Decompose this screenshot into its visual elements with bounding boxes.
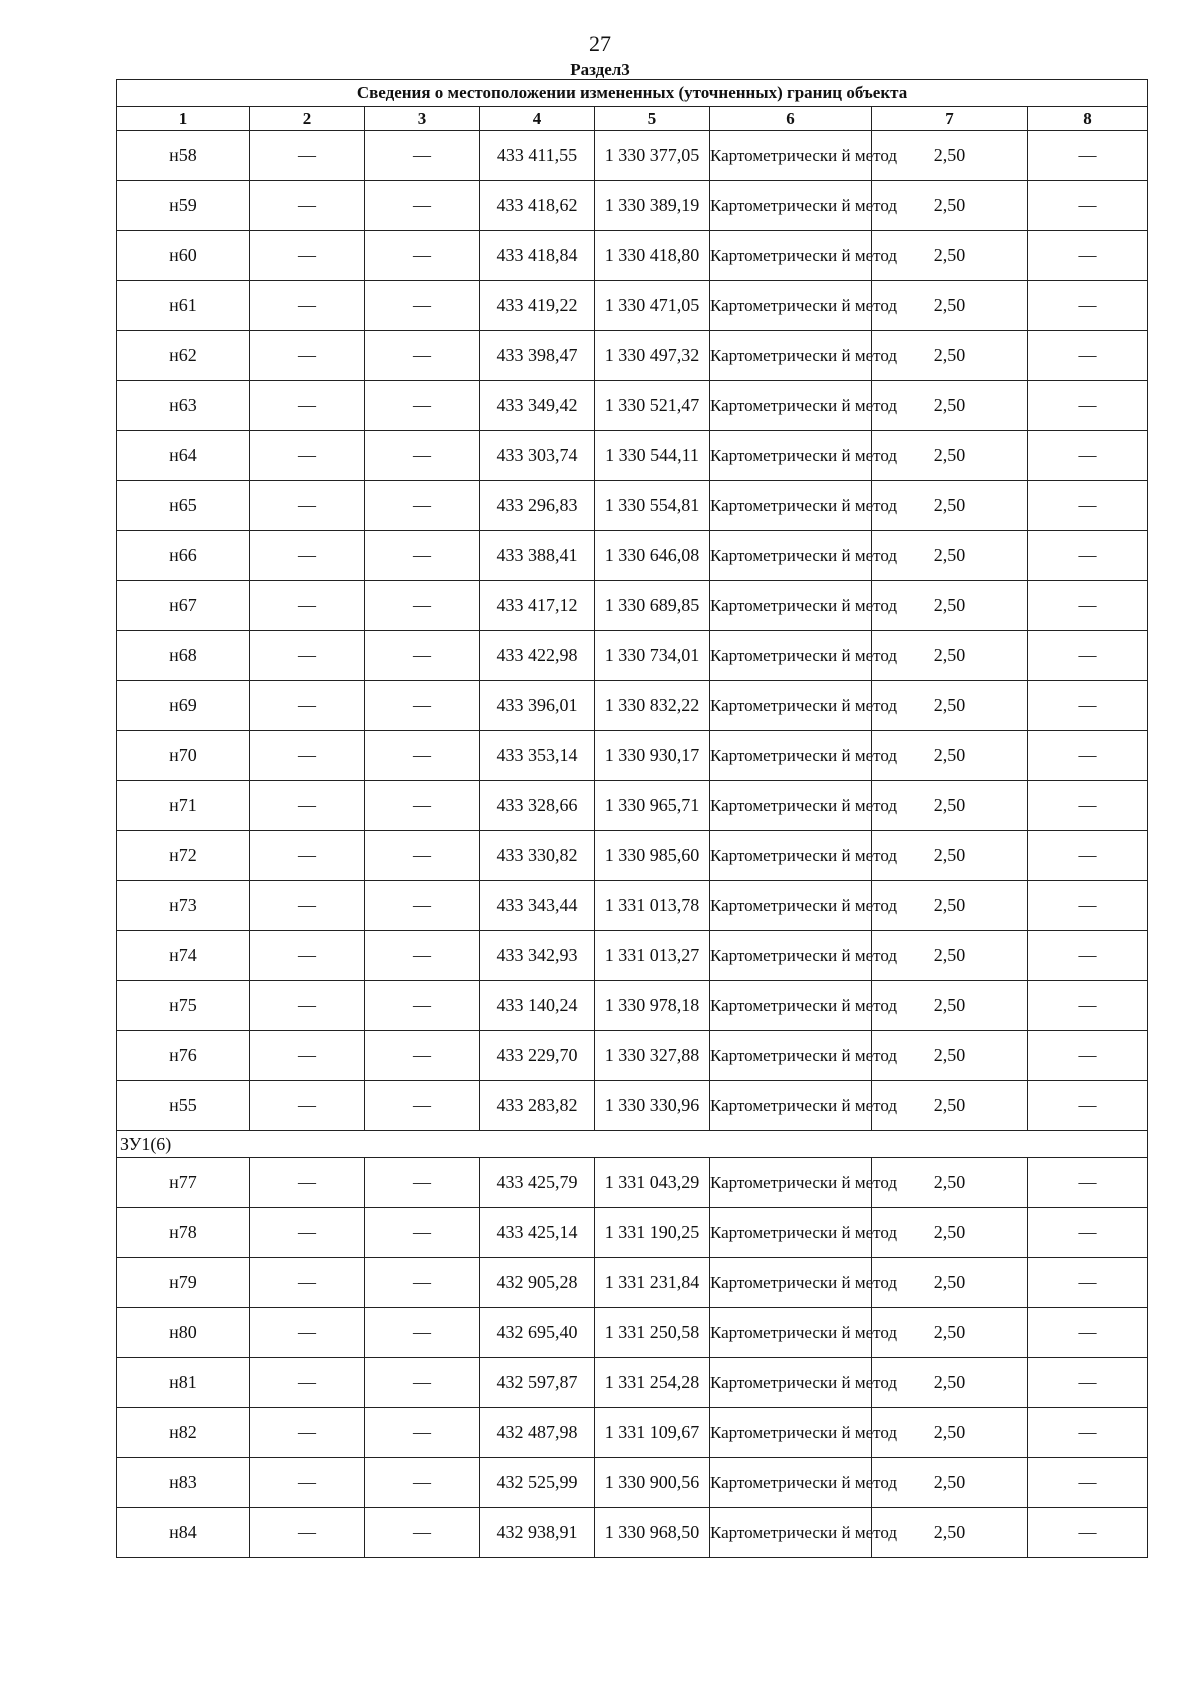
x-coordinate-cell: 433 296,83 [480, 481, 595, 531]
table-row [117, 881, 1148, 931]
table-row [117, 1458, 1148, 1508]
accuracy-cell: 2,50 [872, 831, 1028, 881]
table-row [117, 981, 1148, 1031]
column-8-cell: — [1028, 231, 1148, 281]
accuracy-cell: 2,50 [872, 1031, 1028, 1081]
y-coordinate-cell: 1 330 985,60 [595, 831, 710, 881]
method-cell: Картометрически й метод [710, 381, 872, 431]
column-8-cell: — [1028, 281, 1148, 331]
accuracy-cell: 2,50 [872, 1158, 1028, 1208]
column-number: 6 [710, 107, 872, 131]
y-coordinate-cell: 1 331 190,25 [595, 1208, 710, 1258]
column-2-cell: — [250, 881, 365, 931]
y-coordinate-cell: 1 330 968,50 [595, 1508, 710, 1558]
point-number-cell: н77 [117, 1158, 250, 1208]
accuracy-cell: 2,50 [872, 731, 1028, 781]
point-number-cell: н78 [117, 1208, 250, 1258]
column-8-cell: — [1028, 681, 1148, 731]
column-3-cell: — [365, 731, 480, 781]
method-cell: Картометрически й метод [710, 981, 872, 1031]
table-row [117, 381, 1148, 431]
accuracy-cell: 2,50 [872, 1258, 1028, 1308]
column-2-cell: — [250, 381, 365, 431]
column-8-cell: — [1028, 531, 1148, 581]
column-2-cell: — [250, 1508, 365, 1558]
column-3-cell: — [365, 1081, 480, 1131]
method-cell: Картометрически й метод [710, 281, 872, 331]
column-3-cell: — [365, 1508, 480, 1558]
y-coordinate-cell: 1 331 109,67 [595, 1408, 710, 1458]
column-2-cell: — [250, 1158, 365, 1208]
column-8-cell: — [1028, 431, 1148, 481]
column-3-cell: — [365, 1458, 480, 1508]
point-number-cell: н79 [117, 1258, 250, 1308]
point-number-cell: н68 [117, 631, 250, 681]
table-body [117, 80, 1148, 1558]
column-2-cell: — [250, 431, 365, 481]
column-2-cell: — [250, 181, 365, 231]
table-row [117, 1358, 1148, 1408]
accuracy-cell: 2,50 [872, 1458, 1028, 1508]
accuracy-cell: 2,50 [872, 881, 1028, 931]
accuracy-cell: 2,50 [872, 381, 1028, 431]
table-row [117, 331, 1148, 381]
table-title: Сведения о местоположении измененных (уточненных) границ объекта [117, 80, 1148, 107]
x-coordinate-cell: 433 398,47 [480, 331, 595, 381]
y-coordinate-cell: 1 331 013,78 [595, 881, 710, 931]
point-number-cell: н62 [117, 331, 250, 381]
point-number-cell: н74 [117, 931, 250, 981]
column-3-cell: — [365, 781, 480, 831]
table-row [117, 1081, 1148, 1131]
column-8-cell: — [1028, 181, 1148, 231]
method-cell: Картометрически й метод [710, 1208, 872, 1258]
column-3-cell: — [365, 581, 480, 631]
point-number-cell: н64 [117, 431, 250, 481]
table-row [117, 681, 1148, 731]
x-coordinate-cell: 433 140,24 [480, 981, 595, 1031]
column-2-cell: — [250, 281, 365, 331]
table-row [117, 731, 1148, 781]
column-3-cell: — [365, 1031, 480, 1081]
accuracy-cell: 2,50 [872, 331, 1028, 381]
table-row [117, 781, 1148, 831]
table-title-row [117, 80, 1148, 107]
table-row [117, 431, 1148, 481]
column-3-cell: — [365, 481, 480, 531]
accuracy-cell: 2,50 [872, 631, 1028, 681]
column-8-cell: — [1028, 1358, 1148, 1408]
column-3-cell: — [365, 281, 480, 331]
accuracy-cell: 2,50 [872, 581, 1028, 631]
table-row [117, 131, 1148, 181]
point-number-cell: н71 [117, 781, 250, 831]
accuracy-cell: 2,50 [872, 1358, 1028, 1408]
x-coordinate-cell: 432 597,87 [480, 1358, 595, 1408]
method-cell: Картометрически й метод [710, 131, 872, 181]
column-8-cell: — [1028, 1258, 1148, 1308]
table-row [117, 1208, 1148, 1258]
x-coordinate-cell: 433 342,93 [480, 931, 595, 981]
x-coordinate-cell: 433 425,79 [480, 1158, 595, 1208]
method-cell: Картометрически й метод [710, 481, 872, 531]
column-8-cell: — [1028, 931, 1148, 981]
method-cell: Картометрически й метод [710, 831, 872, 881]
method-cell: Картометрически й метод [710, 1158, 872, 1208]
column-3-cell: — [365, 1408, 480, 1458]
column-2-cell: — [250, 781, 365, 831]
column-number: 1 [117, 107, 250, 131]
accuracy-cell: 2,50 [872, 781, 1028, 831]
column-2-cell: — [250, 1081, 365, 1131]
column-3-cell: — [365, 231, 480, 281]
column-2-cell: — [250, 681, 365, 731]
method-cell: Картометрически й метод [710, 1258, 872, 1308]
accuracy-cell: 2,50 [872, 181, 1028, 231]
table-row [117, 531, 1148, 581]
column-3-cell: — [365, 1158, 480, 1208]
x-coordinate-cell: 433 418,62 [480, 181, 595, 231]
x-coordinate-cell: 433 343,44 [480, 881, 595, 931]
table-row [117, 231, 1148, 281]
x-coordinate-cell: 433 417,12 [480, 581, 595, 631]
x-coordinate-cell: 433 349,42 [480, 381, 595, 431]
column-3-cell: — [365, 1358, 480, 1408]
column-8-cell: — [1028, 1458, 1148, 1508]
x-coordinate-cell: 433 411,55 [480, 131, 595, 181]
y-coordinate-cell: 1 330 734,01 [595, 631, 710, 681]
point-number-cell: н55 [117, 1081, 250, 1131]
column-8-cell: — [1028, 331, 1148, 381]
column-3-cell: — [365, 1308, 480, 1358]
x-coordinate-cell: 433 283,82 [480, 1081, 595, 1131]
column-number: 8 [1028, 107, 1148, 131]
page-number: 27 [589, 31, 611, 56]
column-3-cell: — [365, 981, 480, 1031]
y-coordinate-cell: 1 330 471,05 [595, 281, 710, 331]
column-2-cell: — [250, 581, 365, 631]
method-cell: Картометрически й метод [710, 1408, 872, 1458]
column-3-cell: — [365, 431, 480, 481]
x-coordinate-cell: 432 695,40 [480, 1308, 595, 1358]
column-3-cell: — [365, 1208, 480, 1258]
table-row [117, 831, 1148, 881]
x-coordinate-cell: 433 353,14 [480, 731, 595, 781]
method-cell: Картометрически й метод [710, 531, 872, 581]
y-coordinate-cell: 1 330 900,56 [595, 1458, 710, 1508]
column-8-cell: — [1028, 981, 1148, 1031]
table-row [117, 1031, 1148, 1081]
point-number-cell: н70 [117, 731, 250, 781]
column-number: 7 [872, 107, 1028, 131]
table-row [117, 631, 1148, 681]
method-cell: Картометрически й метод [710, 331, 872, 381]
column-number: 2 [250, 107, 365, 131]
method-cell: Картометрически й метод [710, 1458, 872, 1508]
table-row [117, 1158, 1148, 1208]
column-3-cell: — [365, 331, 480, 381]
x-coordinate-cell: 432 487,98 [480, 1408, 595, 1458]
y-coordinate-cell: 1 330 389,19 [595, 181, 710, 231]
column-2-cell: — [250, 231, 365, 281]
y-coordinate-cell: 1 331 231,84 [595, 1258, 710, 1308]
section-title: Раздел3 [570, 60, 630, 79]
point-number-cell: н58 [117, 131, 250, 181]
accuracy-cell: 2,50 [872, 681, 1028, 731]
column-2-cell: — [250, 131, 365, 181]
point-number-cell: н80 [117, 1308, 250, 1358]
column-2-cell: — [250, 981, 365, 1031]
x-coordinate-cell: 433 229,70 [480, 1031, 595, 1081]
y-coordinate-cell: 1 330 978,18 [595, 981, 710, 1031]
column-2-cell: — [250, 931, 365, 981]
table-row [117, 281, 1148, 331]
point-number-cell: н84 [117, 1508, 250, 1558]
x-coordinate-cell: 433 388,41 [480, 531, 595, 581]
column-8-cell: — [1028, 481, 1148, 531]
column-3-cell: — [365, 131, 480, 181]
group-row [117, 1131, 1148, 1158]
column-2-cell: — [250, 531, 365, 581]
column-3-cell: — [365, 831, 480, 881]
table-row [117, 1258, 1148, 1308]
column-8-cell: — [1028, 581, 1148, 631]
y-coordinate-cell: 1 331 013,27 [595, 931, 710, 981]
accuracy-cell: 2,50 [872, 1508, 1028, 1558]
x-coordinate-cell: 433 328,66 [480, 781, 595, 831]
column-2-cell: — [250, 1458, 365, 1508]
method-cell: Картометрически й метод [710, 931, 872, 981]
column-8-cell: — [1028, 631, 1148, 681]
point-number-cell: н65 [117, 481, 250, 531]
table-row [117, 1508, 1148, 1558]
x-coordinate-cell: 433 422,98 [480, 631, 595, 681]
y-coordinate-cell: 1 330 646,08 [595, 531, 710, 581]
point-number-cell: н59 [117, 181, 250, 231]
table-row [117, 931, 1148, 981]
column-2-cell: — [250, 481, 365, 531]
column-8-cell: — [1028, 731, 1148, 781]
accuracy-cell: 2,50 [872, 1208, 1028, 1258]
point-number-cell: н81 [117, 1358, 250, 1408]
column-2-cell: — [250, 731, 365, 781]
accuracy-cell: 2,50 [872, 1308, 1028, 1358]
column-8-cell: — [1028, 1081, 1148, 1131]
column-2-cell: — [250, 631, 365, 681]
method-cell: Картометрически й метод [710, 1358, 872, 1408]
method-cell: Картометрически й метод [710, 1508, 872, 1558]
point-number-cell: н61 [117, 281, 250, 331]
x-coordinate-cell: 432 938,91 [480, 1508, 595, 1558]
accuracy-cell: 2,50 [872, 981, 1028, 1031]
column-2-cell: — [250, 1031, 365, 1081]
method-cell: Картометрически й метод [710, 181, 872, 231]
column-number: 3 [365, 107, 480, 131]
method-cell: Картометрически й метод [710, 731, 872, 781]
column-8-cell: — [1028, 1208, 1148, 1258]
table-row [117, 181, 1148, 231]
point-number-cell: н60 [117, 231, 250, 281]
method-cell: Картометрически й метод [710, 1081, 872, 1131]
column-2-cell: — [250, 1258, 365, 1308]
column-3-cell: — [365, 631, 480, 681]
accuracy-cell: 2,50 [872, 481, 1028, 531]
column-8-cell: — [1028, 1408, 1148, 1458]
column-3-cell: — [365, 681, 480, 731]
y-coordinate-cell: 1 331 043,29 [595, 1158, 710, 1208]
method-cell: Картометрически й метод [710, 881, 872, 931]
table-row [117, 1408, 1148, 1458]
column-8-cell: — [1028, 381, 1148, 431]
accuracy-cell: 2,50 [872, 531, 1028, 581]
column-8-cell: — [1028, 1308, 1148, 1358]
accuracy-cell: 2,50 [872, 281, 1028, 331]
x-coordinate-cell: 433 425,14 [480, 1208, 595, 1258]
point-number-cell: н73 [117, 881, 250, 931]
column-2-cell: — [250, 1358, 365, 1408]
table-row [117, 1308, 1148, 1358]
x-coordinate-cell: 433 419,22 [480, 281, 595, 331]
column-2-cell: — [250, 831, 365, 881]
boundary-coordinates-table [116, 79, 1148, 1558]
point-number-cell: н82 [117, 1408, 250, 1458]
column-8-cell: — [1028, 1158, 1148, 1208]
column-8-cell: — [1028, 831, 1148, 881]
y-coordinate-cell: 1 330 418,80 [595, 231, 710, 281]
method-cell: Картометрически й метод [710, 631, 872, 681]
y-coordinate-cell: 1 330 832,22 [595, 681, 710, 731]
point-number-cell: н83 [117, 1458, 250, 1508]
method-cell: Картометрически й метод [710, 781, 872, 831]
column-8-cell: — [1028, 131, 1148, 181]
point-number-cell: н69 [117, 681, 250, 731]
x-coordinate-cell: 432 905,28 [480, 1258, 595, 1308]
method-cell: Картометрически й метод [710, 431, 872, 481]
column-3-cell: — [365, 881, 480, 931]
y-coordinate-cell: 1 331 250,58 [595, 1308, 710, 1358]
column-2-cell: — [250, 1208, 365, 1258]
y-coordinate-cell: 1 330 689,85 [595, 581, 710, 631]
y-coordinate-cell: 1 330 327,88 [595, 1031, 710, 1081]
y-coordinate-cell: 1 330 521,47 [595, 381, 710, 431]
column-2-cell: — [250, 1408, 365, 1458]
column-2-cell: — [250, 1308, 365, 1358]
y-coordinate-cell: 1 330 544,11 [595, 431, 710, 481]
accuracy-cell: 2,50 [872, 1081, 1028, 1131]
accuracy-cell: 2,50 [872, 431, 1028, 481]
y-coordinate-cell: 1 330 554,81 [595, 481, 710, 531]
x-coordinate-cell: 433 303,74 [480, 431, 595, 481]
group-label: ЗУ1(6) [117, 1131, 1148, 1158]
accuracy-cell: 2,50 [872, 231, 1028, 281]
y-coordinate-cell: 1 330 497,32 [595, 331, 710, 381]
column-number: 5 [595, 107, 710, 131]
point-number-cell: н72 [117, 831, 250, 881]
column-2-cell: — [250, 331, 365, 381]
column-3-cell: — [365, 931, 480, 981]
table-row [117, 481, 1148, 531]
accuracy-cell: 2,50 [872, 1408, 1028, 1458]
x-coordinate-cell: 433 330,82 [480, 831, 595, 881]
column-number-row [117, 107, 1148, 131]
y-coordinate-cell: 1 330 965,71 [595, 781, 710, 831]
column-8-cell: — [1028, 881, 1148, 931]
accuracy-cell: 2,50 [872, 931, 1028, 981]
x-coordinate-cell: 432 525,99 [480, 1458, 595, 1508]
method-cell: Картометрически й метод [710, 581, 872, 631]
method-cell: Картометрически й метод [710, 1031, 872, 1081]
column-8-cell: — [1028, 1508, 1148, 1558]
table-row [117, 581, 1148, 631]
column-number: 4 [480, 107, 595, 131]
point-number-cell: н63 [117, 381, 250, 431]
column-8-cell: — [1028, 781, 1148, 831]
point-number-cell: н75 [117, 981, 250, 1031]
column-3-cell: — [365, 181, 480, 231]
y-coordinate-cell: 1 330 930,17 [595, 731, 710, 781]
column-3-cell: — [365, 531, 480, 581]
method-cell: Картометрически й метод [710, 231, 872, 281]
method-cell: Картометрически й метод [710, 681, 872, 731]
point-number-cell: н76 [117, 1031, 250, 1081]
x-coordinate-cell: 433 396,01 [480, 681, 595, 731]
column-3-cell: — [365, 1258, 480, 1308]
column-8-cell: — [1028, 1031, 1148, 1081]
x-coordinate-cell: 433 418,84 [480, 231, 595, 281]
column-3-cell: — [365, 381, 480, 431]
point-number-cell: н66 [117, 531, 250, 581]
accuracy-cell: 2,50 [872, 131, 1028, 181]
point-number-cell: н67 [117, 581, 250, 631]
y-coordinate-cell: 1 330 377,05 [595, 131, 710, 181]
method-cell: Картометрически й метод [710, 1308, 872, 1358]
y-coordinate-cell: 1 330 330,96 [595, 1081, 710, 1131]
y-coordinate-cell: 1 331 254,28 [595, 1358, 710, 1408]
